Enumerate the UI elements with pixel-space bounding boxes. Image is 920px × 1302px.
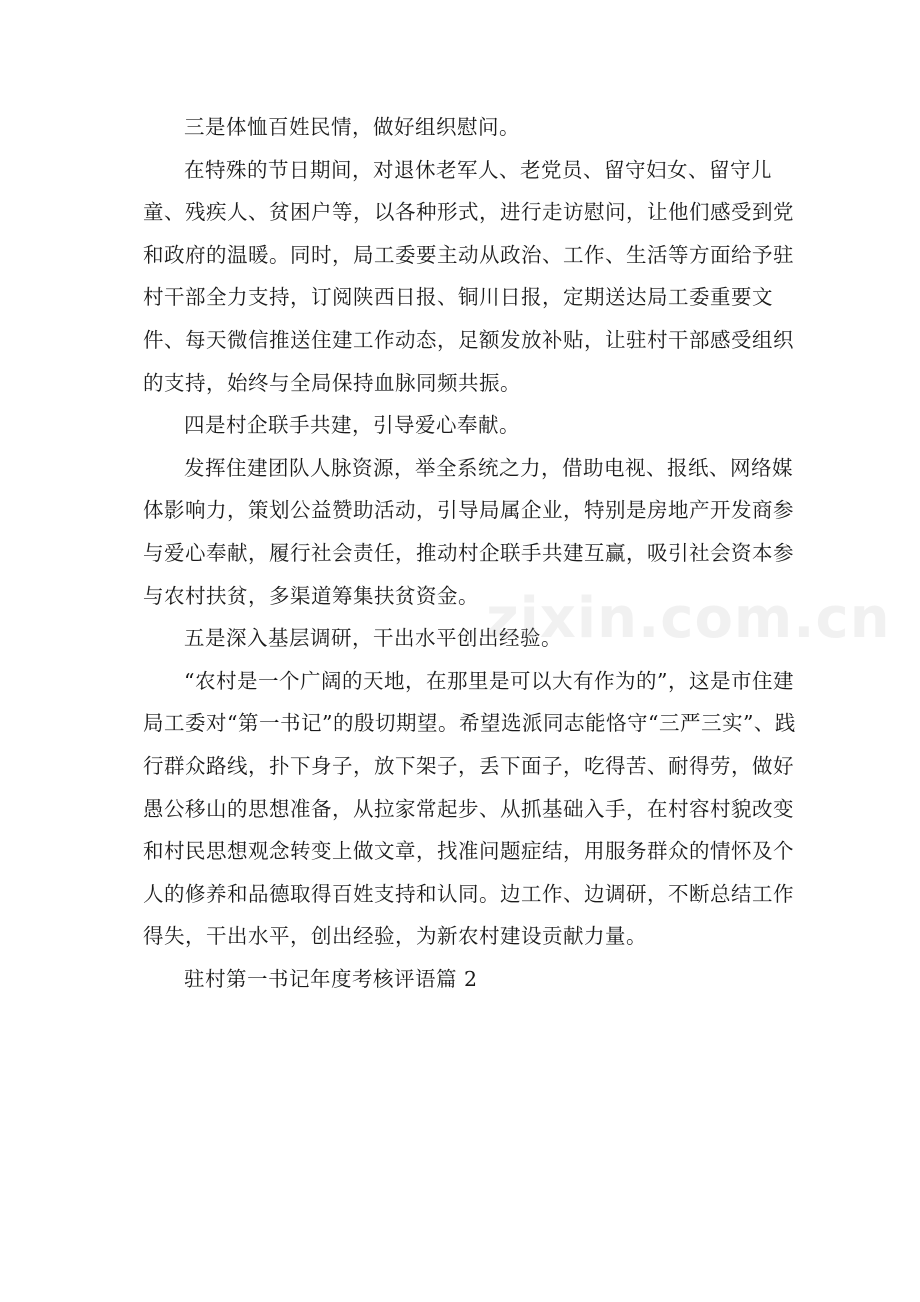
section-heading-three: 三是体恤百姓民情，做好组织慰问。 bbox=[184, 115, 520, 139]
section-heading-four: 四是村企联手共建，引导爱心奉献。 bbox=[184, 413, 520, 438]
body-paragraph-research: “农村是一个广阔的天地，在那里是可以大有作为的”，这是市住建局工委对“第一书记”的殷切期望。希望选派同志能恪守“三严三实”、践行群众路线，扑下身子，放下架子，丢下面子，吃得苦、耐得劳，做好愚公移山的思想准备，从拉家常起步、从抓基础入手，在村容村貌改变和村民思想观念转变上做文章，找准问题症结，用服务群众的情怀及个人的修养和品德取得百姓支持和认同。边工作、边调研，不断总结工作得失，干出水平，创出经验，为新农村建设贡献力量。 bbox=[143, 668, 796, 949]
section-heading-five: 五是深入基层调研，干出水平创出经验。 bbox=[184, 626, 562, 651]
body-paragraph-cooperation: 发挥住建团队人脉资源，举全系统之力，借助电视、报纸、网络媒体影响力，策划公益赞助活动，引导局属企业，特别是房地产开发商参与爱心奉献，履行社会责任，推动村企联手共建互赢，吸引社会资本参与农村扶贫，多渠道筹集扶贫资金。 bbox=[143, 455, 794, 608]
site-watermark: zixin.com.cn bbox=[486, 586, 891, 651]
next-article-title: 驻村第一书记年度考核评语篇 2 bbox=[184, 966, 478, 991]
document-body bbox=[143, 106, 798, 1000]
body-paragraph-visits: 在特殊的节日期间，对退休老军人、老党员、留守妇女、留守儿童、残疾人、贫困户等，以各种形式，进行走访慰问，让他们感受到党和政府的温暖。同时，局工委要主动从政治、工作、生活等方面给予驻村干部全力支持，订阅陕西日报、铜川日报，定期送达局工委重要文件、每天微信推送住建工作动态，足额发放补贴，让驻村干部感受组织的支持，始终与全局保持血脉同频共振。 bbox=[143, 157, 794, 395]
